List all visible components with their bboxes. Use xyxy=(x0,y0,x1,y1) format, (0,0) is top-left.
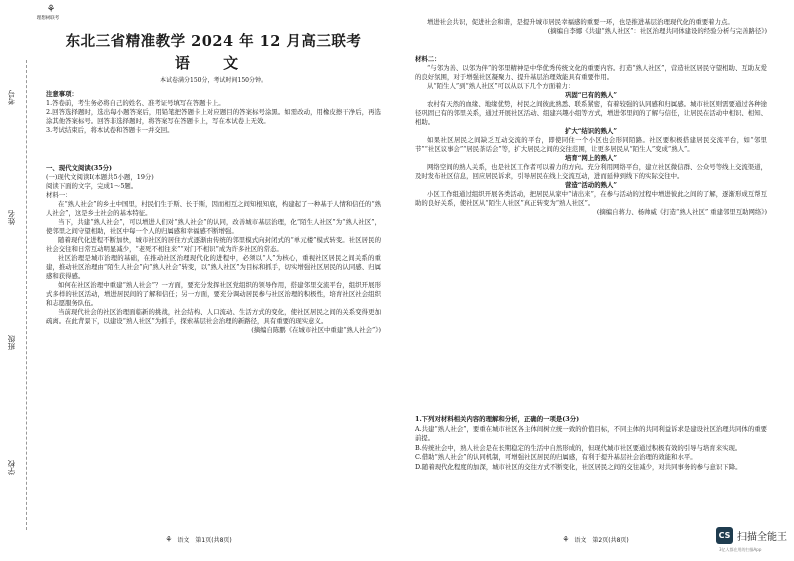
right-page xyxy=(397,0,794,561)
question-1 xyxy=(415,415,767,472)
note-item: 2.回答选择题时，选出每小题答案后，用铅笔把答题卡上对应题目的答案标号涂黑。如需改动，用橡皮擦干净后，再选涂其他答案标号。回答非选择题时，将答案写在答题卡上，写在本试卷上无效。 xyxy=(46,108,381,125)
subheading: 营造“活动的熟人” xyxy=(564,181,618,189)
camscanner-name: 扫描全能王 xyxy=(737,532,787,543)
paragraph: 增进社会共识，促进社会和谐，是提升城市居民幸福感的重要一环，也是推进基层治理现代化的重要着力点。 xyxy=(427,18,734,26)
subheading: 培育“网上的熟人” xyxy=(564,154,618,162)
binding-field-school: 学校 xyxy=(7,460,16,475)
section-heading: 一、现代文阅读(35分) xyxy=(46,164,113,172)
binding-margin xyxy=(0,60,34,530)
option-a: A.共建“熟人社会”，要重在城市社区各主体间树立统一致的价值目标，不同主体的共同利益诉求是建设社区治理共同体的重要前提。 xyxy=(415,424,767,442)
material-label: 材料一： xyxy=(46,191,72,199)
logo-tree-icon: ⚘ xyxy=(46,4,56,15)
binding-field-class: 班级 xyxy=(7,335,16,350)
notes-section xyxy=(46,90,381,135)
left-footer xyxy=(0,535,397,544)
question-stem: 1.下列对材料相关内容的理解和分析，正确的一项是(3分) xyxy=(415,415,580,423)
page-number: 语文 第2页(共8页) xyxy=(574,537,629,544)
exam-title: 东北三省精准教学 2024 年 12 月高三联考 xyxy=(65,33,362,50)
note-item: 1.答卷前，考生务必将自己的姓名、准考证号填写在答题卡上。 xyxy=(46,99,225,107)
option-c: C.借助“熟人社会”的认同机制，可增强社区居民的归属感，有利于提升基层社会治理的效能和水平。 xyxy=(415,453,697,461)
paragraph: 如果社区居民之间缺乏互动交流的平台，即使同住一个小区也会形同陌路。社区要积极搭建居民交流平台，如“邻里节”“社区议事会”“居民茶话会”等，扩大居民之间的交往范围，让更多居民从“陌生人”变成“熟人”。 xyxy=(415,136,767,153)
binding-dashed-line xyxy=(26,60,27,530)
binding-field-exam-number: 考号 xyxy=(7,90,16,105)
footer-tree-icon: ⚘ xyxy=(562,535,570,544)
paragraph: 如何在社区治理中重建“熟人社会”？一方面，要充分发挥社区党组织的领导作用，搭建邻里交流平台，组织开展形式多样的社区活动，增进居民间的了解和信任；另一方面，要充分调动居民参与社区治理的积极性，培育社区社会组织和志愿服务队伍。 xyxy=(46,281,381,307)
paragraph: 小区工作组通过组织开展各类活动，把居民从家中“请出来”，在参与活动的过程中增进彼此之间的了解，逐渐形成互帮互助的良好关系，使社区从“陌生人社区”真正转变为“熟人社区”。 xyxy=(415,190,767,207)
section1 xyxy=(46,164,381,335)
subheading: 扩大“结识的熟人” xyxy=(564,127,618,135)
camscanner-tagline: 3亿人都在用的扫描App xyxy=(719,547,762,552)
right-intro xyxy=(415,18,767,36)
exam-info: 本试卷满分150分，考试时间150分钟。 xyxy=(160,77,267,84)
notes-heading: 注意事项： xyxy=(46,90,78,98)
material-label: 材料二： xyxy=(415,55,441,63)
option-b: B.传统社会中，熟人社会是在长期稳定的生活中自然形成的，但现代城市社区要通过积极有效的引导与培育来实现。 xyxy=(415,443,742,452)
paragraph: “与邻为善、以邻为伴”的邻里精神是中华优秀传统文化的重要内容。打造“熟人社区”，营造社区居民守望相助、互助友爱的良好氛围，对于增强社区凝聚力、提升基层治理效能具有重要作用。 xyxy=(415,64,767,81)
instruction: 阅读下面的文字，完成1～5题。 xyxy=(46,182,138,190)
paragraph: 农村有天然的血缘、地缘优势，村民之间彼此熟悉、联系紧密，有着较强的认同感和归属感。城市社区则需要通过各种途径巩固已有的邻里关系，通过开展社区活动、组建兴趣小组等方式，增进邻里间的了解与信任，让居民在活动中相识、相知、相助。 xyxy=(415,100,767,126)
paragraph: 在“熟人社会”的乡土中国里，村民们生于斯、长于斯，因而相互之间知根知底，构建起了一种基于人情和信任的“熟人社会”，这是乡土社会的基本特征。 xyxy=(46,200,381,217)
paragraph: 随着现代化进程不断加快，城市社区的居住方式逐渐由传统的邻里模式向封闭式的“单元楼”模式转变。社区居民的社会交往和日常互动明显减少，“老死不相往来”“对门不相识”成为许多社区的常态。 xyxy=(46,236,381,253)
logo-text: 理想树联考 xyxy=(36,16,60,21)
source-citation: (摘编自李娜《共建“熟人社区”：社区治理共同体建设的经验分析与完善路径》) xyxy=(547,27,767,35)
subject-title: 语 文 xyxy=(174,54,253,72)
paragraph: 社区治理是城市治理的基础，在推动社区治理现代化的进程中，必须以“人”为核心，重视社区居民之间关系的重建，推动社区治理由“陌生人社会”向“熟人社会”转变，以“熟人社区”为目标和抓手，切实增强社区居民的认同感、归属感和获得感。 xyxy=(46,254,381,280)
page-number: 语文 第1页(共8页) xyxy=(177,537,232,544)
binding-field-name: 姓名 xyxy=(7,210,16,225)
material2-section xyxy=(415,55,767,217)
footer-tree-icon: ⚘ xyxy=(165,535,173,544)
subsection-heading: (一)现代文阅读Ⅰ(本题共5小题，19分) xyxy=(46,173,154,181)
exam-logo xyxy=(36,5,66,21)
option-d: D.随着现代化程度的加深，城市社区的交往方式不断变化，社区居民之间的交往减少，对共同事务的参与意识下降。 xyxy=(415,462,742,471)
camscanner-badge xyxy=(716,524,792,556)
note-item: 3.考试结束后，将本试卷和答题卡一并交回。 xyxy=(46,126,174,134)
source-citation: (摘编自陈鹏《在城市社区中重建“熟人社会”》) xyxy=(251,326,381,334)
camscanner-logo-icon: CS xyxy=(716,527,733,544)
paragraph: 从“陌生人”到“熟人社区”可以从以下几个方面着力： xyxy=(427,82,575,90)
paragraph: 当下，共建“熟人社会”，可以增进人们对“熟人社会”的认同，改善城市基层治理，化“陌生人社区”为“熟人社区”，使邻里之间守望相助，社区中每一个人的归属感和幸福感不断增强。 xyxy=(46,218,381,235)
source-citation: (摘编自蒋力、杨帅威《打造“熟人社区” 重建邻里互助网络》) xyxy=(596,208,767,216)
paragraph: 当前现代社会的社区治理面临新的挑战，社会结构、人口流动、生活方式的变化，使社区居民之间的关系变得更加疏离。在此背景下，以建设“熟人社区”为抓手，探索基层社会治理的新路径，具有重要的现实意义。 xyxy=(46,308,381,325)
subheading: 巩固“已有的熟人” xyxy=(564,91,618,99)
paragraph: 网络空间的熟人关系，也是社区工作者可以着力的方向。充分利用网络平台，建立社区微信群、公众号等线上交流渠道，及时发布社区信息，回应居民诉求，引导居民在线上交流互动，进而延伸到线下的实际交往中。 xyxy=(415,163,767,180)
